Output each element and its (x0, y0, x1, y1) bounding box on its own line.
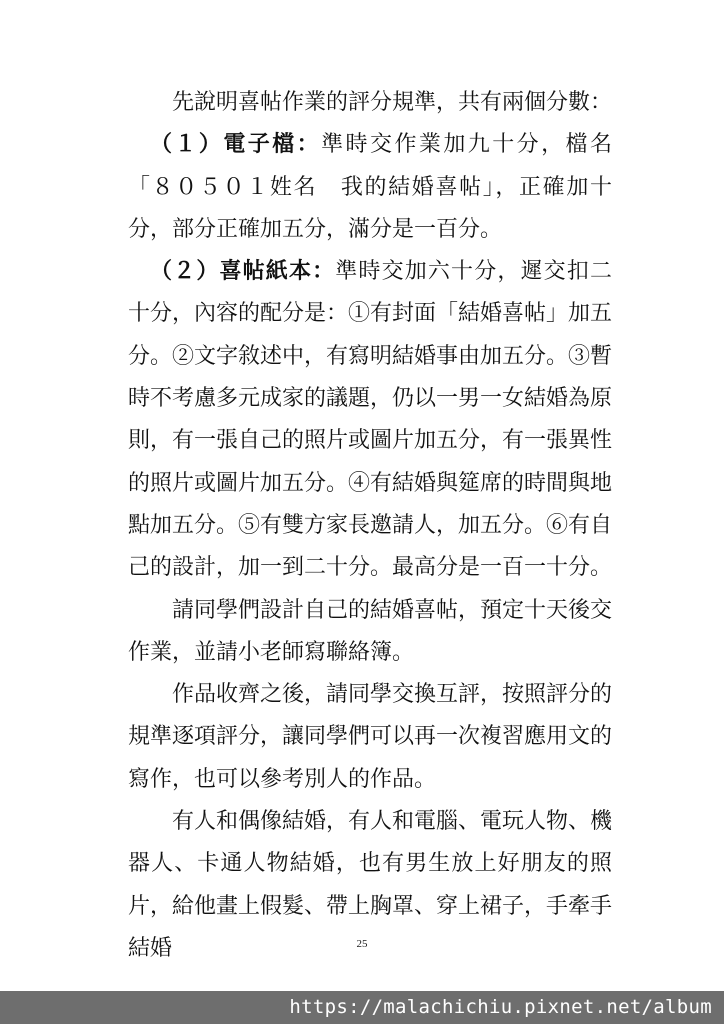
paragraph-examples: 有人和偶像結婚，有人和電腦、電玩人物、機器人、卡通人物結婚，也有男生放上好朋友的照片，給他畫上假髮、帶上胸罩、穿上裙子，手牽手結婚 (128, 809, 613, 961)
paragraph-assignment: 請同學們設計自己的結婚喜帖，預定十天後交作業，並請小老師寫聯絡簿。 (128, 597, 613, 665)
item-1-label: （１）電子檔： (150, 132, 322, 158)
item-1-text: 準時交作業加九十分，檔名「８０５０１姓名 我的結婚喜帖」，正確加十分，部分正確加五分，滿分是一百分。 (128, 132, 612, 242)
page-number: 25 (356, 938, 368, 950)
paragraph-peer-review: 作品收齊之後，請同學交換互評，按照評分的規準逐項評分，讓同學們可以再一次複習應用文的寫作，也可以參考別人的作品。 (128, 682, 613, 792)
watermark-url: https://malachichiu.pixnet.net/album (0, 991, 724, 1024)
paragraph-item-2 (128, 251, 612, 589)
paragraph-intro: 先說明喜帖作業的評分規準，共有兩個分數： (172, 90, 613, 115)
item-2-text: 準時交加六十分，遲交扣二十分，內容的配分是：①有封面「結婚喜帖」加五分。②文字敘述中，有寫明結婚事由加五分。③暫時不考慮多元成家的議題，仍以一男一女結婚為原則，有一張自己的照片或圖片加五分，有一張異性的照片或圖片加五分。④有結婚與筵席的時間與地點加五分。⑤有雙方家長邀請人，加五分。⑥有自己的設計，加一到二十分。最高分是一百一十分。 (128, 259, 613, 581)
paragraph-item-1 (128, 124, 612, 251)
item-2-label: （２）喜帖紙本： (150, 259, 336, 285)
document-body (128, 82, 612, 970)
